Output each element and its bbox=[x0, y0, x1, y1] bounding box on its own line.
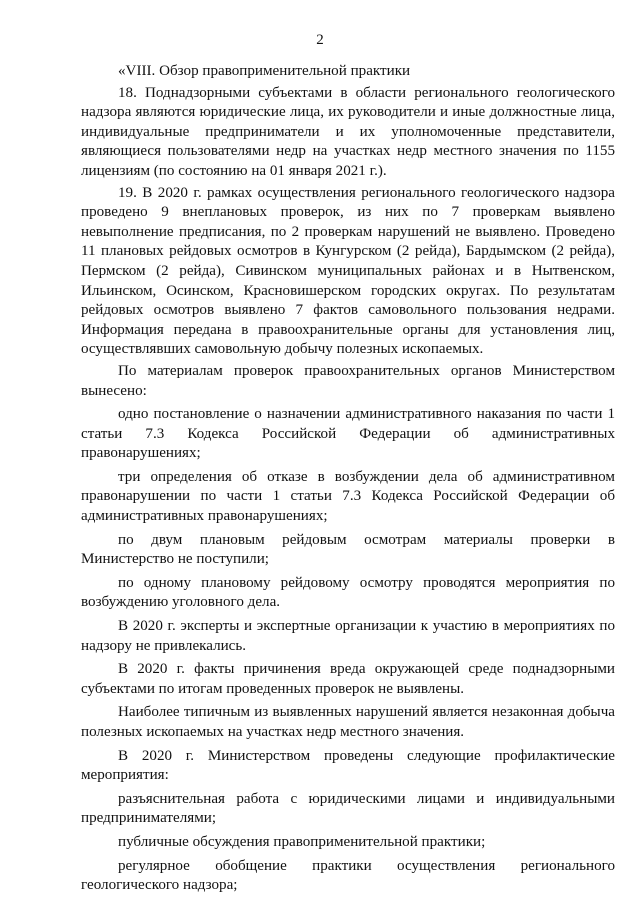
list-item-no-materials: по двум плановым рейдовым осмотрам материалы проверки в Министерство не поступили; bbox=[81, 531, 615, 568]
paragraph-18: 18. Поднадзорными субъектами в области регионального геологического надзора являются юридические лица, их руководители и иные должностные лица, индивидуальные предприниматели и их уполномоченные представители, являющиеся пользователями недр на участках недр местного значения по 1155 лицензиям (по состоянию на 01 января 2021 г.). bbox=[81, 84, 615, 179]
paragraph-environmental-harm: В 2020 г. факты причинения вреда окружающей среде поднадзорными субъектами по итогам проведенных проверок не выявлены. bbox=[81, 661, 615, 697]
list-item-public-discussions: публичные обсуждения правоприменительной практики; bbox=[118, 833, 486, 850]
document-body bbox=[81, 62, 615, 900]
paragraph-materials-intro: По материалам проверок правоохранительных органов Министерством вынесено: bbox=[81, 362, 615, 399]
paragraph-preventive-measures: В 2020 г. Министерством проведены следующие профилактические мероприятия: bbox=[81, 747, 615, 784]
list-item-regular-generalization: регулярное обобщение практики осуществления регионального геологического надзора; bbox=[81, 857, 615, 894]
list-item-explanatory-work: разъяснительная работа с юридическими лицами и индивидуальными предпринимателями; bbox=[81, 790, 615, 827]
page-number: 2 bbox=[316, 32, 324, 48]
paragraph-experts: В 2020 г. эксперты и экспертные организации к участию в мероприятиях по надзору не привлекались. bbox=[81, 618, 615, 654]
list-item-criminal-case: по одному плановому рейдовому осмотру проводятся мероприятия по возбуждению уголовного дела. bbox=[81, 574, 615, 611]
list-item-refusals: три определения об отказе в возбуждении дела об административном правонарушении по части 1 статьи 7.3 Кодекса Российской Федерации об административных правонарушениях; bbox=[81, 468, 615, 525]
list-item-resolution: одно постановление о назначении административного наказания по части 1 статьи 7.3 Кодекса Российской Федерации об административных правонарушениях; bbox=[81, 406, 615, 462]
paragraph-typical-violations: Наиболее типичным из выявленных нарушений является незаконная добыча полезных ископаемых на участках недр местного значения. bbox=[81, 704, 615, 740]
paragraph-19: 19. В 2020 г. рамках осуществления регионального геологического надзора проведено 9 внеплановых проверок, из них по 7 проверкам выявлено невыполнение предписания, по 2 проверкам нарушений не выявлено. Проведено 11 плановых рейдовых осмотров в Кунгурском (2 рейда), Бардымском (2 рейда), Пермском (2 рейда), Сивинском муниципальных районах и в Нытвенском, Ильинском, Осинском, Красновишерском городских округах. По результатам рейдовых осмотров выявлено 7 фактов самовольного пользования недрами. Информация передана в правоохранительные органы для установления лиц, осуществлявших самовольную добычу полезных ископаемых. bbox=[81, 184, 615, 358]
section-heading: «VIII. Обзор правоприменительной практики bbox=[118, 63, 411, 79]
